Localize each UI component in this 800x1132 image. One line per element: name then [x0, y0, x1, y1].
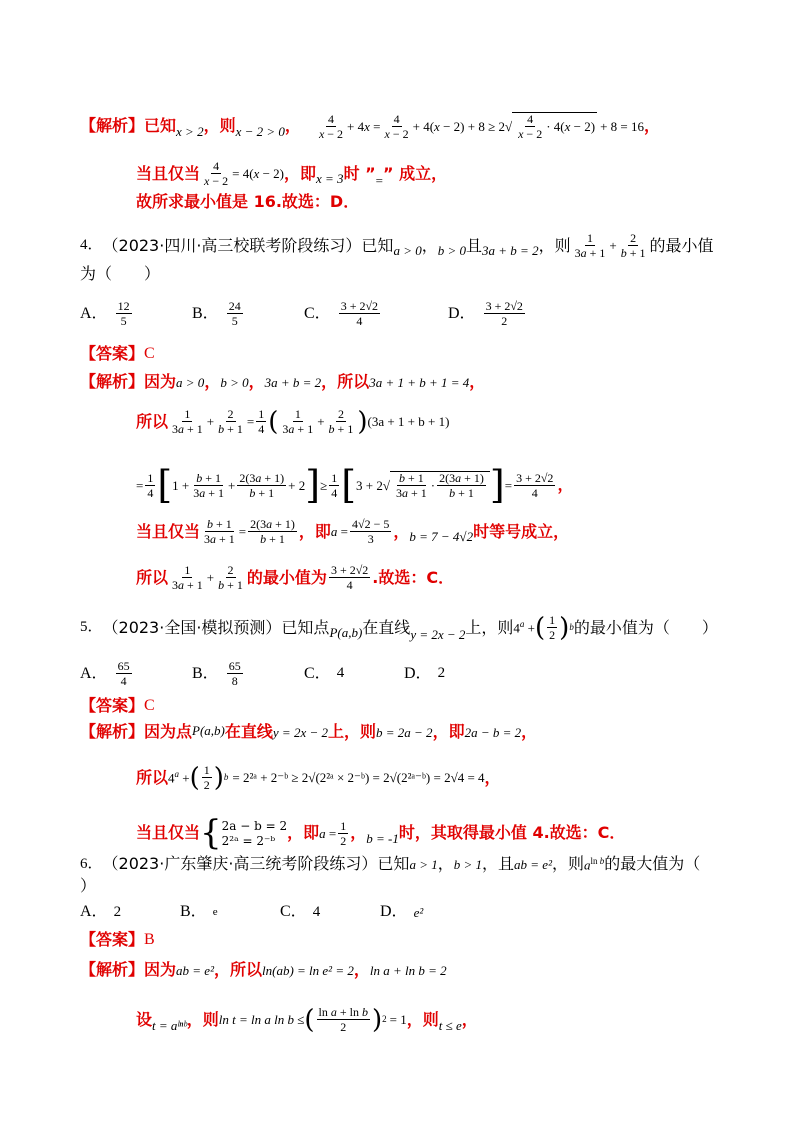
s3-math-expression: $\frac{4}{x - 2}$ + 4x = $\frac{4}{x - 2}$ + 4(x − 2) + 8 ≥ 2√ $\frac{4}{x - 2}$ · 4(x − 2) + 8 = 16 — [318, 111, 644, 141]
q5-option-b[interactable]: B． $\frac{65}{8}$ — [192, 659, 241, 688]
q6-analysis-line-1: 【解析】 因为 ab = e² ，所以 ln(ab) = ln e² = 2 ， ln a + ln b = 2 — [80, 960, 447, 979]
q4-option-c[interactable]: C． $\frac{3 + 2√2}{4}$ — [304, 299, 379, 328]
q4-option-b[interactable]: B． $\frac{24}{5}$ — [192, 299, 241, 328]
answer-tag: 【答案】 — [80, 930, 145, 949]
q4-analysis-line-2: 所以 $\frac{1}{3a + 1}$ + $\frac{2}{b + 1}$ = $\frac{1}{4}$ ( $\frac{1}{3a + 1}$ + $\frac{2}{b + 1}$ ) (3a + 1 + b + 1) — [136, 406, 450, 437]
answer-tag: 【答案】 — [80, 696, 145, 715]
q4-options — [80, 300, 568, 327]
analysis-tag: 【解析】 — [80, 116, 145, 135]
q4-option-d[interactable]: D． $\frac{3 + 2√2}{2}$ — [448, 299, 523, 328]
q6-stem-line-2: ） — [80, 876, 97, 895]
q5-analysis-line-3: 当且仅当 { 2a − b = 2 2²ᵃ = 2⁻ᵇ ，即 a = $\frac{1}{2}$ ， b = -1 时，其取得最小值 4.故选：C． — [136, 813, 626, 853]
q6-number: 6． — [80, 855, 103, 872]
q4-analysis-line-3: = $\frac{1}{4}$ [ 1 + $\frac{b + 1}{3a + 1}$ + $\frac{2(3a + 1)}{b + 1}$ + 2 ] ≥ $\frac{1}{4}$ [ 3 + 2√ $\frac{b + 1}{3a + 1}$ · $\frac{2(3a + 1)}{b + 1}$ ] = $\frac{3 + 2√2}{4}$ ， — [136, 463, 574, 507]
q4-analysis-line-4: 当且仅当 $\frac{b + 1}{3a + 1}$ = $\frac{2(3a + 1)}{b + 1}$ ，即 a = $\frac{4√2 - 5}{3}$ ， b = 7 − 4√2 时等号成立， — [136, 517, 570, 546]
q4-analysis-line-1: 【解析】 因为 a > 0 ， b > 0 ， 3a + b = 2 ，所以 3a + 1 + b + 1 = 4 ， — [80, 372, 486, 391]
analysis-tag: 【解析】 — [80, 960, 145, 979]
q5-source: （2023·全国·模拟预测） — [102, 617, 282, 637]
q5-analysis-line-1: 【解析】 因为点 P(a,b) 在直线 y = 2x − 2 上，则 b = 2a − 2 ，即 2a − b = 2 ， — [80, 722, 538, 741]
q6-option-d[interactable]: D． e² — [380, 903, 424, 920]
q4-source: （2023·四川·高三校联考阶段练习） — [102, 235, 362, 255]
q4-stem-line-2: 为（ ） — [80, 264, 161, 283]
q5-option-d[interactable]: D． 2 — [404, 664, 446, 682]
analysis-tag: 【解析】 — [80, 372, 145, 391]
q5-stem: 5． （2023·全国·模拟预测） 已知点 P(a,b) 在直线 y = 2x − 2 上，则 $4^a$ + ( $\frac{1}{2}$ ) b 的最小值为（ ） — [80, 612, 718, 643]
q5-option-c[interactable]: C． 4 — [304, 664, 345, 682]
q6-analysis-line-2: 设 t = aˡⁿᵇ ，则 ln t = ln a ln b ≤ ( $\frac{\text{ln a + ln b}}{2}$ ) 2 = 1 ，则 t ≤ e ， — [136, 1004, 478, 1035]
q4-option-a[interactable]: A． $\frac{12}{5}$ — [80, 299, 130, 328]
q6-options — [80, 904, 480, 920]
q5-answer: 【答案】 C — [80, 696, 155, 715]
s3-analysis-line-1: 【解析】 已知 x > 2 ，则 x − 2 > 0 ， $\frac{4}{x - 2}$ + 4x = $\frac{4}{x - 2}$ + 4(x − 2) + 8 ≥ 2√ $\frac{4}{x - 2}$ · 4(x − 2) + 8 = 16 ， — [80, 111, 661, 141]
q5-number: 5． — [80, 619, 103, 635]
q6-source: （2023·广东肇庆·高三统考阶段练习） — [102, 854, 378, 873]
q5-option-a[interactable]: A． $\frac{65}{4}$ — [80, 659, 130, 688]
answer-tag: 【答案】 — [80, 344, 145, 363]
q4-number: 4． — [80, 237, 103, 253]
q4-analysis-line-5: 所以 $\frac{1}{3a + 1}$ + $\frac{2}{b + 1}$ 的最小值为 $\frac{3 + 2√2}{4}$ .故选：C． — [136, 563, 455, 592]
q4-answer: 【答案】 C — [80, 344, 155, 363]
q5-options — [80, 660, 504, 687]
q6-answer: 【答案】 B — [80, 930, 155, 949]
q6-option-b[interactable]: B． e — [180, 903, 218, 920]
q6-stem-line-1: 6． （2023·广东肇庆·高三统考阶段练习） 已知 a > 1 ， b > 1 ，且 ab = e² ，则 $a^{ln b}$ 的最大值为（ — [80, 854, 701, 873]
q6-option-c[interactable]: C． 4 — [280, 903, 321, 920]
q6-option-a[interactable]: A． 2 — [80, 903, 122, 920]
s3-analysis-line-3: 故所求最小值是 16.故选：D． — [136, 192, 360, 211]
q5-analysis-line-2: 所以 $4^a$ + ( $\frac{1}{2}$ ) b = 2²ᵃ + 2⁻ᵇ ≥ 2√(2²ᵃ × 2⁻ᵇ) = 2√(2²ᵃ⁻ᵇ) = 2√4 = 4 ， — [136, 762, 501, 793]
analysis-tag: 【解析】 — [80, 722, 145, 741]
s3-analysis-line-2: 当且仅当 $\frac{4}{x - 2}$ = 4(x − 2) ，即 x = 3 时 ” = ” 成立， — [136, 159, 448, 188]
q4-stem-line-1: 4． （2023·四川·高三校联考阶段练习） 已知 a > 0 ， b > 0 且 3a + b = 2 ，则 $\frac{1}{3a + 1}$ + $\frac{2}{b + 1}$ 的最小值 — [80, 231, 714, 260]
